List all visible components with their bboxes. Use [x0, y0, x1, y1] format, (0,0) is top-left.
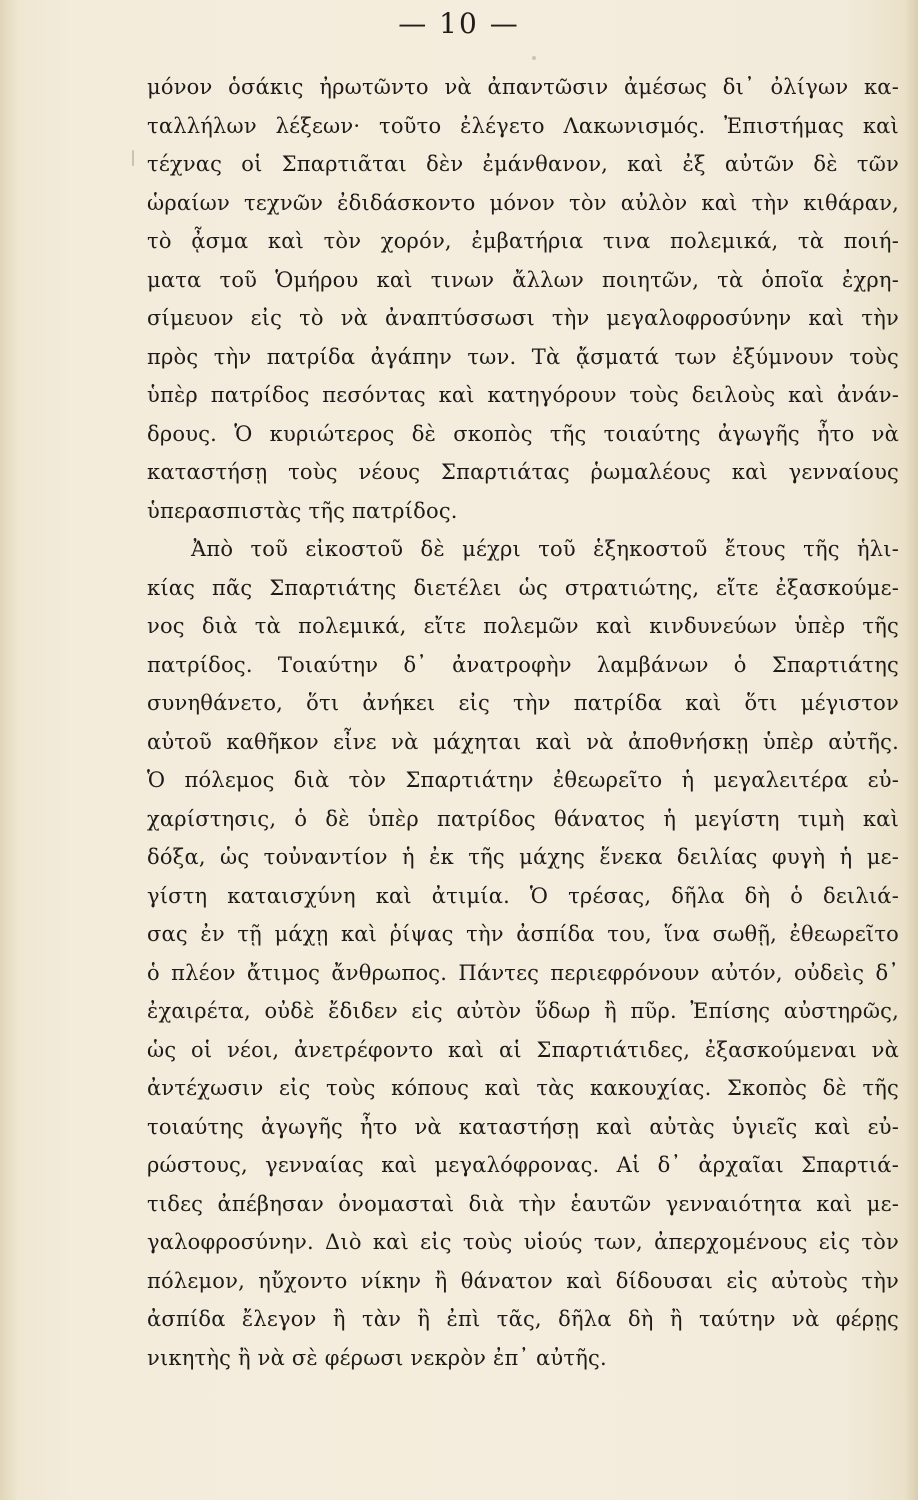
text-line: ὁ πλέον ἄτιμος ἄνθρωπος. Πάντες περιεφρόνουν αὐτόν, οὐδεὶς δ᾽	[147, 960, 899, 985]
text-line: συνηθάνετο, ὅτι ἀνήκει εἰς τὴν πατρίδα καὶ ὅτι μέγιστον	[147, 691, 899, 715]
text-line: αὐτοῦ καθῆκον εἶνε νὰ μάχηται καὶ νὰ ἀποθνήσκῃ ὑπὲρ αὐτῆς.	[147, 729, 899, 754]
text-line: ἀντέχωσιν εἰς τοὺς κόπους καὶ τὰς κακουχίας. Σκοπὸς δὲ τῆς	[147, 1076, 899, 1100]
text-line: νικητὴς ἢ νὰ σὲ φέρωσι νεκρὸν ἐπ᾽ αὐτῆς.	[147, 1345, 607, 1370]
text-line: καταστήσῃ τοὺς νέους Σπαρτιάτας ῥωμαλέους καὶ γενναίους	[147, 460, 899, 484]
text-line: σας ἐν τῇ μάχῃ καὶ ῥίψας τὴν ἀσπίδα του, ἵνα σωθῇ, ἐθεωρεῖτο	[147, 922, 899, 946]
text-line: πρὸς τὴν πατρίδα ἀγάπην των. Τὰ ᾄσματά των ἐξύμνουν τοὺς	[147, 344, 899, 369]
text-line: τέχνας οἱ Σπαρτιᾶται δὲν ἐμάνθανον, καὶ ἐξ αὐτῶν δὲ τῶν	[147, 152, 899, 176]
paragraph-2	[147, 530, 899, 1377]
text-line: τὸ ᾆσμα καὶ τὸν χορόν, ἐμβατήρια τινα πολεμικά, τὰ ποιή-	[147, 229, 899, 253]
text-line: χαρίστησις, ὁ δὲ ὑπὲρ πατρίδος θάνατος ἡ μεγίστη τιμὴ καὶ	[147, 806, 899, 831]
text-line: ἀσπίδα ἔλεγον ἢ τὰν ἢ ἐπὶ τᾶς, δῆλα δὴ ἢ ταύτην νὰ φέρῃς	[147, 1307, 899, 1331]
text-line: ματα τοῦ Ὁμήρου καὶ τινων ἄλλων ποιητῶν, τὰ ὁποῖα ἐχρη-	[147, 267, 899, 292]
text-line: ὡραίων τεχνῶν ἐδιδάσκοντο μόνον τὸν αὐλὸν καὶ τὴν κιθάραν,	[147, 190, 899, 215]
text-line: γίστη καταισχύνη καὶ ἀτιμία. Ὁ τρέσας, δῆλα δὴ ὁ δειλιά-	[147, 883, 899, 908]
text-line: ταλλήλων λέξεων· τοῦτο ἐλέγετο Λακωνισμός. Ἐπιστήμας καὶ	[147, 113, 899, 138]
text-line: μόνον ὁσάκις ἠρωτῶντο νὰ ἀπαντῶσιν ἀμέσως δι᾽ ὀλίγων κα-	[147, 75, 899, 99]
text-line: γαλοφροσύνην. Διὸ καὶ εἰς τοὺς υἱούς των, ἀπερχομένους εἰς τὸν	[147, 1230, 899, 1254]
ink-speck	[132, 150, 134, 166]
text-line: πόλεμον, ηὔχοντο νίκην ἢ θάνατον καὶ δίδουσαι εἰς αὐτοὺς τὴν	[147, 1268, 899, 1293]
text-line: δρους. Ὁ κυριώτερος δὲ σκοπὸς τῆς τοιαύτης ἀγωγῆς ἦτο νὰ	[147, 421, 899, 446]
paragraph-1	[147, 68, 899, 530]
text-line: τιδες ἀπέβησαν ὀνομασταὶ διὰ τὴν ἑαυτῶν γενναιότητα καὶ με-	[147, 1191, 899, 1216]
text-line: δόξα, ὡς τοὐναντίον ἡ ἐκ τῆς μάχης ἕνεκα δειλίας φυγὴ ἡ με-	[147, 845, 899, 869]
text-line: νος διὰ τὰ πολεμικά, εἴτε πολεμῶν καὶ κινδυνεύων ὑπὲρ τῆς	[147, 614, 899, 638]
text-line: σίμευον εἰς τὸ νὰ ἀναπτύσσωσι τὴν μεγαλοφροσύνην καὶ τὴν	[147, 306, 899, 330]
text-line: ὑπερασπιστὰς τῆς πατρίδος.	[147, 498, 458, 523]
body-text	[147, 68, 899, 1377]
text-line: Ὁ πόλεμος διὰ τὸν Σπαρτιάτην ἐθεωρεῖτο ἡ μεγαλειτέρα εὐ-	[147, 768, 899, 792]
page-number: — 10 —	[398, 7, 520, 40]
text-line: Ἀπὸ τοῦ εἰκοστοῦ δὲ μέχρι τοῦ ἑξηκοστοῦ ἔτους τῆς ἡλι-	[191, 537, 899, 561]
text-line: ὑπὲρ πατρίδος πεσόντας καὶ κατηγόρουν τοὺς δειλοὺς καὶ ἀνάν-	[147, 383, 899, 407]
text-line: ρώστους, γενναίας καὶ μεγαλόφρονας. Αἱ δ᾽ ἀρχαῖαι Σπαρτιά-	[147, 1153, 899, 1177]
text-line: ὡς οἱ νέοι, ἀνετρέφοντο καὶ αἱ Σπαρτιάτιδες, ἐξασκούμεναι νὰ	[147, 1037, 899, 1062]
text-line: πατρίδος. Τοιαύτην δ᾽ ἀνατροφὴν λαμβάνων ὁ Σπαρτιάτης	[147, 652, 899, 677]
ink-speck	[532, 56, 536, 60]
text-line: κίας πᾶς Σπαρτιάτης διετέλει ὡς στρατιώτης, εἴτε ἐξασκούμε-	[147, 575, 899, 600]
text-line: τοιαύτης ἀγωγῆς ἦτο νὰ καταστήσῃ καὶ αὐτὰς ὑγιεῖς καὶ εὐ-	[147, 1114, 899, 1139]
text-line: ἐχαιρέτα, οὐδὲ ἔδιδεν εἰς αὐτὸν ὕδωρ ἢ πῦρ. Ἐπίσης αὐστηρῶς,	[147, 999, 899, 1023]
